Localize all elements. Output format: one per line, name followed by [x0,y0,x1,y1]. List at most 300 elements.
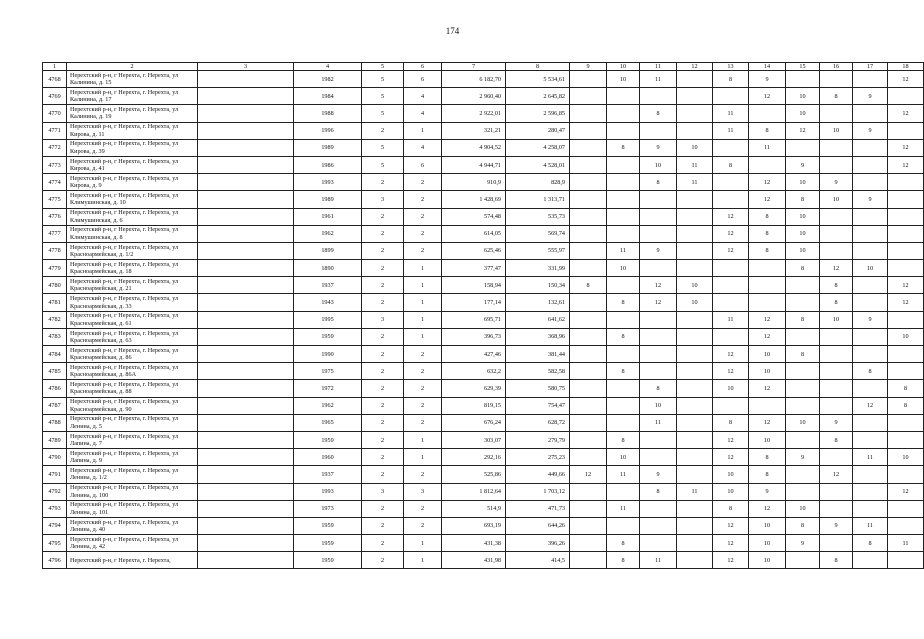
year-cell: 1972 [294,380,362,397]
year-cell: 1899 [294,242,362,259]
row-id-cell: 4779 [43,260,67,277]
value-cell-c16 [820,346,853,363]
value-cell-c18 [888,500,924,517]
value-cell-c18 [888,242,924,259]
row-id-cell: 4793 [43,500,67,517]
year-cell: 1937 [294,466,362,483]
row-id-cell: 4768 [43,71,67,88]
column-number: 12 [677,63,713,71]
address-cell: Нерехтский р-н, г Нерехта, г. Нерехта, ул Красноармейская, д. 33 [67,294,198,311]
value-cell-c15 [786,71,820,88]
table-row [43,414,924,431]
entrances-cell: 4 [404,139,442,156]
table-row [43,208,924,225]
value-cell-c3 [198,242,294,259]
value-cell-c13: 12 [713,242,749,259]
value-cell-c15 [786,277,820,294]
entrances-cell: 2 [404,397,442,414]
row-id-cell: 4792 [43,483,67,500]
value-cell-c3 [198,139,294,156]
value-cell-c16: 9 [820,517,853,534]
entrances-cell: 1 [404,311,442,328]
total-area-cell: 4 944,71 [442,156,506,173]
value-cell-c12 [677,466,713,483]
value-cell-c11: 10 [640,397,677,414]
value-cell-c12 [677,71,713,88]
page-number: 174 [445,26,460,36]
value-cell-c16 [820,397,853,414]
total-area-cell: 910,9 [442,174,506,191]
value-cell-c13 [713,191,749,208]
value-cell-c11: 8 [640,105,677,122]
living-area-cell: 2 596,85 [506,105,570,122]
value-cell-c14: 12 [749,500,786,517]
value-cell-c9 [570,105,607,122]
value-cell-c11: 12 [640,277,677,294]
living-area-cell: 555,97 [506,242,570,259]
value-cell-c11: 9 [640,139,677,156]
value-cell-c10: 8 [607,431,640,448]
year-cell: 1993 [294,174,362,191]
total-area-cell: 431,38 [442,535,506,552]
value-cell-c13 [713,260,749,277]
value-cell-c11 [640,311,677,328]
value-cell-c18: 10 [888,328,924,345]
year-cell: 1959 [294,431,362,448]
value-cell-c15 [786,363,820,380]
row-id-cell: 4796 [43,552,67,569]
value-cell-c11 [640,208,677,225]
value-cell-c9 [570,449,607,466]
row-id-cell: 4777 [43,225,67,242]
total-area-cell: 695,71 [442,311,506,328]
value-cell-c16 [820,535,853,552]
value-cell-c11: 9 [640,466,677,483]
value-cell-c12 [677,122,713,139]
entrances-cell: 2 [404,225,442,242]
column-number: 10 [607,63,640,71]
total-area-cell: 396,73 [442,328,506,345]
year-cell: 1943 [294,294,362,311]
value-cell-c3 [198,449,294,466]
value-cell-c9 [570,225,607,242]
year-cell: 1975 [294,363,362,380]
value-cell-c13: 8 [713,156,749,173]
value-cell-c9 [570,260,607,277]
value-cell-c13 [713,277,749,294]
value-cell-c18: 12 [888,156,924,173]
value-cell-c11 [640,260,677,277]
value-cell-c14 [749,277,786,294]
value-cell-c13 [713,294,749,311]
value-cell-c3 [198,277,294,294]
table-body [43,63,924,569]
floors-cell: 5 [362,105,404,122]
value-cell-c12 [677,208,713,225]
value-cell-c17 [853,208,888,225]
living-area-cell: 381,44 [506,346,570,363]
floors-cell: 2 [362,242,404,259]
value-cell-c18 [888,363,924,380]
value-cell-c9 [570,483,607,500]
value-cell-c10 [607,517,640,534]
value-cell-c10 [607,225,640,242]
table-row [43,260,924,277]
column-number: 7 [442,63,506,71]
value-cell-c9 [570,191,607,208]
table-row [43,483,924,500]
value-cell-c18 [888,122,924,139]
value-cell-c14 [749,105,786,122]
value-cell-c9 [570,328,607,345]
table-row [43,88,924,105]
value-cell-c9 [570,311,607,328]
value-cell-c16: 9 [820,174,853,191]
value-cell-c13: 12 [713,552,749,569]
entrances-cell: 1 [404,449,442,466]
value-cell-c18: 10 [888,449,924,466]
value-cell-c3 [198,191,294,208]
address-cell: Нерехтский р-н, г Нерехта, г. Нерехта, ул Красноармейская, д. 18 [67,260,198,277]
address-cell: Нерехтский р-н, г Нерехта, г. Нерехта, ул Красноармейская, д. 1/2 [67,242,198,259]
value-cell-c10: 11 [607,242,640,259]
row-id-cell: 4770 [43,105,67,122]
value-cell-c14: 10 [749,346,786,363]
address-cell: Нерехтский р-н, г Нерехта, г. Нерехта, ул Красноармейская, д. 61 [67,311,198,328]
value-cell-c9 [570,517,607,534]
value-cell-c3 [198,174,294,191]
value-cell-c14: 12 [749,380,786,397]
value-cell-c15: 8 [786,517,820,534]
entrances-cell: 2 [404,363,442,380]
floors-cell: 2 [362,225,404,242]
value-cell-c18 [888,414,924,431]
table-row [43,191,924,208]
address-cell: Нерехтский р-н, г Нерехта, г. Нерехта, ул Красноармейская, д. 86 [67,346,198,363]
value-cell-c15: 8 [786,191,820,208]
value-cell-c13: 10 [713,483,749,500]
table-row [43,242,924,259]
table-row [43,535,924,552]
value-cell-c14 [749,260,786,277]
entrances-cell: 2 [404,208,442,225]
value-cell-c11 [640,449,677,466]
value-cell-c3 [198,552,294,569]
total-area-cell: 629,39 [442,380,506,397]
row-id-cell: 4790 [43,449,67,466]
floors-cell: 2 [362,552,404,569]
total-area-cell: 6 182,70 [442,71,506,88]
address-cell: Нерехтский р-н, г Нерехта, г. Нерехта, ул Кирова, д. 11 [67,122,198,139]
row-id-cell: 4789 [43,431,67,448]
value-cell-c18 [888,208,924,225]
value-cell-c10: 8 [607,552,640,569]
living-area-cell: 280,47 [506,122,570,139]
value-cell-c10 [607,105,640,122]
value-cell-c9 [570,156,607,173]
value-cell-c9 [570,535,607,552]
value-cell-c14: 12 [749,174,786,191]
address-cell: Нерехтский р-н, г Нерехта, г. Нерехта, [67,552,198,569]
value-cell-c12 [677,414,713,431]
value-cell-c10: 8 [607,294,640,311]
value-cell-c9 [570,397,607,414]
value-cell-c3 [198,363,294,380]
value-cell-c13 [713,88,749,105]
year-cell: 1982 [294,71,362,88]
value-cell-c10 [607,156,640,173]
value-cell-c16: 8 [820,294,853,311]
value-cell-c17: 9 [853,88,888,105]
value-cell-c17 [853,294,888,311]
address-cell: Нерехтский р-н, г Нерехта, г. Нерехта, ул Красноармейская, д. 86А [67,363,198,380]
column-number: 6 [404,63,442,71]
value-cell-c10: 8 [607,328,640,345]
value-cell-c3 [198,380,294,397]
value-cell-c11 [640,500,677,517]
value-cell-c9 [570,139,607,156]
value-cell-c12: 11 [677,174,713,191]
table-row [43,105,924,122]
value-cell-c18: 12 [888,139,924,156]
row-id-cell: 4776 [43,208,67,225]
value-cell-c12 [677,242,713,259]
floors-cell: 2 [362,277,404,294]
address-cell: Нерехтский р-н, г Нерехта, г. Нерехта, ул Ленина, д. 100 [67,483,198,500]
value-cell-c11: 8 [640,174,677,191]
living-area-cell: 580,75 [506,380,570,397]
value-cell-c14 [749,294,786,311]
value-cell-c13 [713,328,749,345]
value-cell-c3 [198,71,294,88]
living-area-cell: 396,26 [506,535,570,552]
value-cell-c15: 10 [786,105,820,122]
value-cell-c13: 12 [713,449,749,466]
living-area-cell: 1 313,71 [506,191,570,208]
table-row [43,380,924,397]
total-area-cell: 427,46 [442,346,506,363]
living-area-cell: 279,79 [506,431,570,448]
living-area-cell: 4 258,07 [506,139,570,156]
value-cell-c11 [640,431,677,448]
value-cell-c9 [570,88,607,105]
year-cell: 1959 [294,552,362,569]
value-cell-c12 [677,225,713,242]
value-cell-c10: 11 [607,500,640,517]
year-cell: 1959 [294,328,362,345]
value-cell-c3 [198,105,294,122]
table-row [43,517,924,534]
value-cell-c16 [820,71,853,88]
value-cell-c14: 10 [749,552,786,569]
value-cell-c13: 11 [713,105,749,122]
floors-cell: 3 [362,311,404,328]
value-cell-c10 [607,208,640,225]
value-cell-c16 [820,449,853,466]
total-area-cell: 625,46 [442,242,506,259]
entrances-cell: 2 [404,414,442,431]
value-cell-c3 [198,397,294,414]
table-row [43,174,924,191]
value-cell-c17 [853,71,888,88]
row-id-cell: 4774 [43,174,67,191]
living-area-cell: 275,23 [506,449,570,466]
value-cell-c13: 8 [713,414,749,431]
row-id-cell: 4795 [43,535,67,552]
value-cell-c10 [607,483,640,500]
value-cell-c14 [749,397,786,414]
total-area-cell: 614,05 [442,225,506,242]
living-area-cell: 150,34 [506,277,570,294]
value-cell-c10 [607,380,640,397]
value-cell-c11 [640,191,677,208]
value-cell-c14: 8 [749,225,786,242]
living-area-cell: 828,9 [506,174,570,191]
table-row [43,363,924,380]
value-cell-c14: 8 [749,208,786,225]
total-area-cell: 4 904,52 [442,139,506,156]
living-area-cell: 4 528,01 [506,156,570,173]
address-cell: Нерехтский р-н, г Нерехта, г. Нерехта, ул Ленина, д. 42 [67,535,198,552]
living-area-cell: 641,62 [506,311,570,328]
total-area-cell: 377,47 [442,260,506,277]
entrances-cell: 3 [404,483,442,500]
value-cell-c16: 8 [820,431,853,448]
value-cell-c15: 12 [786,122,820,139]
value-cell-c16 [820,139,853,156]
column-number: 5 [362,63,404,71]
value-cell-c17: 12 [853,397,888,414]
entrances-cell: 2 [404,346,442,363]
entrances-cell: 2 [404,191,442,208]
value-cell-c10: 8 [607,363,640,380]
column-number: 16 [820,63,853,71]
address-cell: Нерехтский р-н, г Нерехта, г. Нерехта, ул Красноармейская, д. 63 [67,328,198,345]
value-cell-c12 [677,260,713,277]
value-cell-c18 [888,174,924,191]
total-area-cell: 2 922,01 [442,105,506,122]
value-cell-c12: 11 [677,156,713,173]
value-cell-c3 [198,466,294,483]
value-cell-c16 [820,483,853,500]
living-area-cell: 5 534,61 [506,71,570,88]
value-cell-c3 [198,225,294,242]
value-cell-c15: 9 [786,156,820,173]
value-cell-c17 [853,242,888,259]
value-cell-c9 [570,363,607,380]
value-cell-c9 [570,431,607,448]
address-cell: Нерехтский р-н, г Нерехта, г. Нерехта, ул Калинина, д. 17 [67,88,198,105]
value-cell-c13: 12 [713,208,749,225]
total-area-cell: 1 428,69 [442,191,506,208]
living-area-cell: 132,61 [506,294,570,311]
value-cell-c12 [677,363,713,380]
entrances-cell: 6 [404,156,442,173]
value-cell-c14: 8 [749,242,786,259]
value-cell-c14: 10 [749,363,786,380]
table-row [43,311,924,328]
year-cell: 1890 [294,260,362,277]
year-cell: 1960 [294,449,362,466]
table-row [43,449,924,466]
floors-cell: 2 [362,260,404,277]
value-cell-c9: 12 [570,466,607,483]
value-cell-c3 [198,122,294,139]
row-id-cell: 4780 [43,277,67,294]
value-cell-c12 [677,88,713,105]
value-cell-c12 [677,535,713,552]
value-cell-c14: 12 [749,414,786,431]
value-cell-c3 [198,483,294,500]
value-cell-c15: 10 [786,242,820,259]
value-cell-c16: 10 [820,311,853,328]
row-id-cell: 4794 [43,517,67,534]
row-id-cell: 4786 [43,380,67,397]
floors-cell: 2 [362,328,404,345]
value-cell-c17 [853,500,888,517]
value-cell-c18: 8 [888,397,924,414]
floors-cell: 2 [362,500,404,517]
total-area-cell: 676,24 [442,414,506,431]
value-cell-c11: 8 [640,483,677,500]
living-area-cell: 414,5 [506,552,570,569]
floors-cell: 2 [362,414,404,431]
value-cell-c17: 11 [853,449,888,466]
value-cell-c14: 9 [749,483,786,500]
address-cell: Нерехтский р-н, г Нерехта, г. Нерехта, ул Кирова, д. 41 [67,156,198,173]
row-id-cell: 4788 [43,414,67,431]
value-cell-c16: 8 [820,552,853,569]
entrances-cell: 1 [404,122,442,139]
value-cell-c3 [198,517,294,534]
value-cell-c12 [677,328,713,345]
value-cell-c17 [853,552,888,569]
table-row [43,500,924,517]
value-cell-c15: 9 [786,535,820,552]
table-row [43,346,924,363]
value-cell-c16: 8 [820,277,853,294]
value-cell-c17: 9 [853,191,888,208]
value-cell-c15 [786,328,820,345]
entrances-cell: 2 [404,380,442,397]
value-cell-c15 [786,380,820,397]
address-cell: Нерехтский р-н, г Нерехта, г. Нерехта, ул Ленина, д. 101 [67,500,198,517]
table-row [43,71,924,88]
value-cell-c15 [786,466,820,483]
floors-cell: 2 [362,535,404,552]
entrances-cell: 2 [404,517,442,534]
total-area-cell: 632,2 [442,363,506,380]
year-cell: 1989 [294,139,362,156]
value-cell-c13: 12 [713,535,749,552]
year-cell: 1986 [294,156,362,173]
address-cell: Нерехтский р-н, г Нерехта, г. Нерехта, ул Красноармейская, д. 88 [67,380,198,397]
value-cell-c17 [853,466,888,483]
value-cell-c15 [786,397,820,414]
column-number: 11 [640,63,677,71]
value-cell-c10: 10 [607,71,640,88]
value-cell-c16: 9 [820,414,853,431]
year-cell: 1962 [294,397,362,414]
value-cell-c18 [888,552,924,569]
value-cell-c13: 8 [713,71,749,88]
value-cell-c3 [198,208,294,225]
value-cell-c14: 10 [749,517,786,534]
floors-cell: 2 [362,208,404,225]
year-cell: 1990 [294,346,362,363]
table-row [43,294,924,311]
value-cell-c10 [607,346,640,363]
